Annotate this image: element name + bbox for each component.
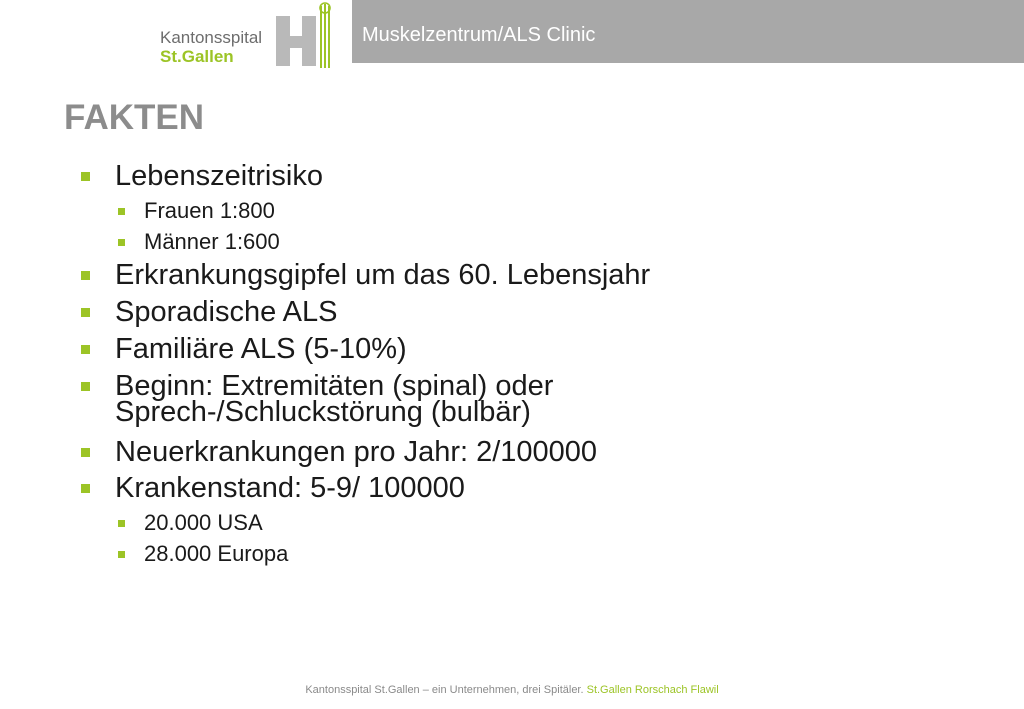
- bullet-marker: [81, 448, 90, 457]
- footer-text: Kantonsspital St.Gallen – ein Unternehmen, drei Spitäler.: [305, 684, 584, 696]
- header-title: Muskelzentrum/ALS Clinic: [362, 24, 596, 46]
- sub-bullet-item: [144, 231, 280, 253]
- bullet-text: Familiäre ALS (5-10%): [115, 333, 407, 365]
- bullet-marker: [81, 271, 90, 280]
- bullet-marker: [118, 208, 125, 215]
- bullet-marker: [81, 308, 90, 317]
- footer-sites: St.Gallen Rorschach Flawil: [586, 684, 719, 696]
- sub-bullet-text: Männer 1:600: [144, 229, 280, 254]
- sub-bullet-item: [144, 543, 288, 565]
- bullet-marker: [118, 520, 125, 527]
- bullet-item: [115, 298, 337, 327]
- footer: [0, 684, 1024, 696]
- bullet-item: [115, 474, 465, 503]
- sub-bullet-item: [144, 512, 263, 534]
- hospital-logo-mark: [274, 2, 340, 68]
- bullet-item: [115, 261, 650, 290]
- bullet-text: Sporadische ALS: [115, 296, 338, 328]
- bullet-marker: [81, 382, 90, 391]
- bullet-text: Lebenszeitrisiko: [115, 160, 323, 192]
- bullet-marker: [118, 239, 125, 246]
- bullet-item: [115, 370, 775, 428]
- bullet-item: [115, 335, 407, 364]
- sub-bullet-item: [144, 200, 275, 222]
- bullet-marker: [81, 484, 90, 493]
- sub-bullet-text: 20.000 USA: [144, 510, 263, 535]
- sub-bullet-text: Frauen 1:800: [144, 198, 275, 223]
- bullet-text: Krankenstand: 5-9/ 100000: [115, 472, 465, 504]
- bullet-marker: [81, 172, 90, 181]
- bullet-marker: [81, 345, 90, 354]
- logo-line-2: St.Gallen: [160, 47, 234, 66]
- sub-bullet-text: 28.000 Europa: [144, 541, 289, 566]
- hospital-logo-text: [160, 28, 262, 66]
- bullet-marker: [118, 551, 125, 558]
- bullet-text: Erkrankungsgipfel um das 60. Lebensjahr: [115, 259, 651, 291]
- logo-line-1: Kantonsspital: [160, 28, 263, 47]
- bullet-item: [115, 438, 597, 467]
- bullet-text: Beginn: Extremitäten (spinal) oder Sprech-/Schluckstörung (bulbär): [115, 370, 554, 428]
- page-title: FAKTEN: [64, 98, 204, 137]
- bullet-item: [115, 162, 323, 191]
- bullet-text: Neuerkrankungen pro Jahr: 2/100000: [115, 436, 598, 468]
